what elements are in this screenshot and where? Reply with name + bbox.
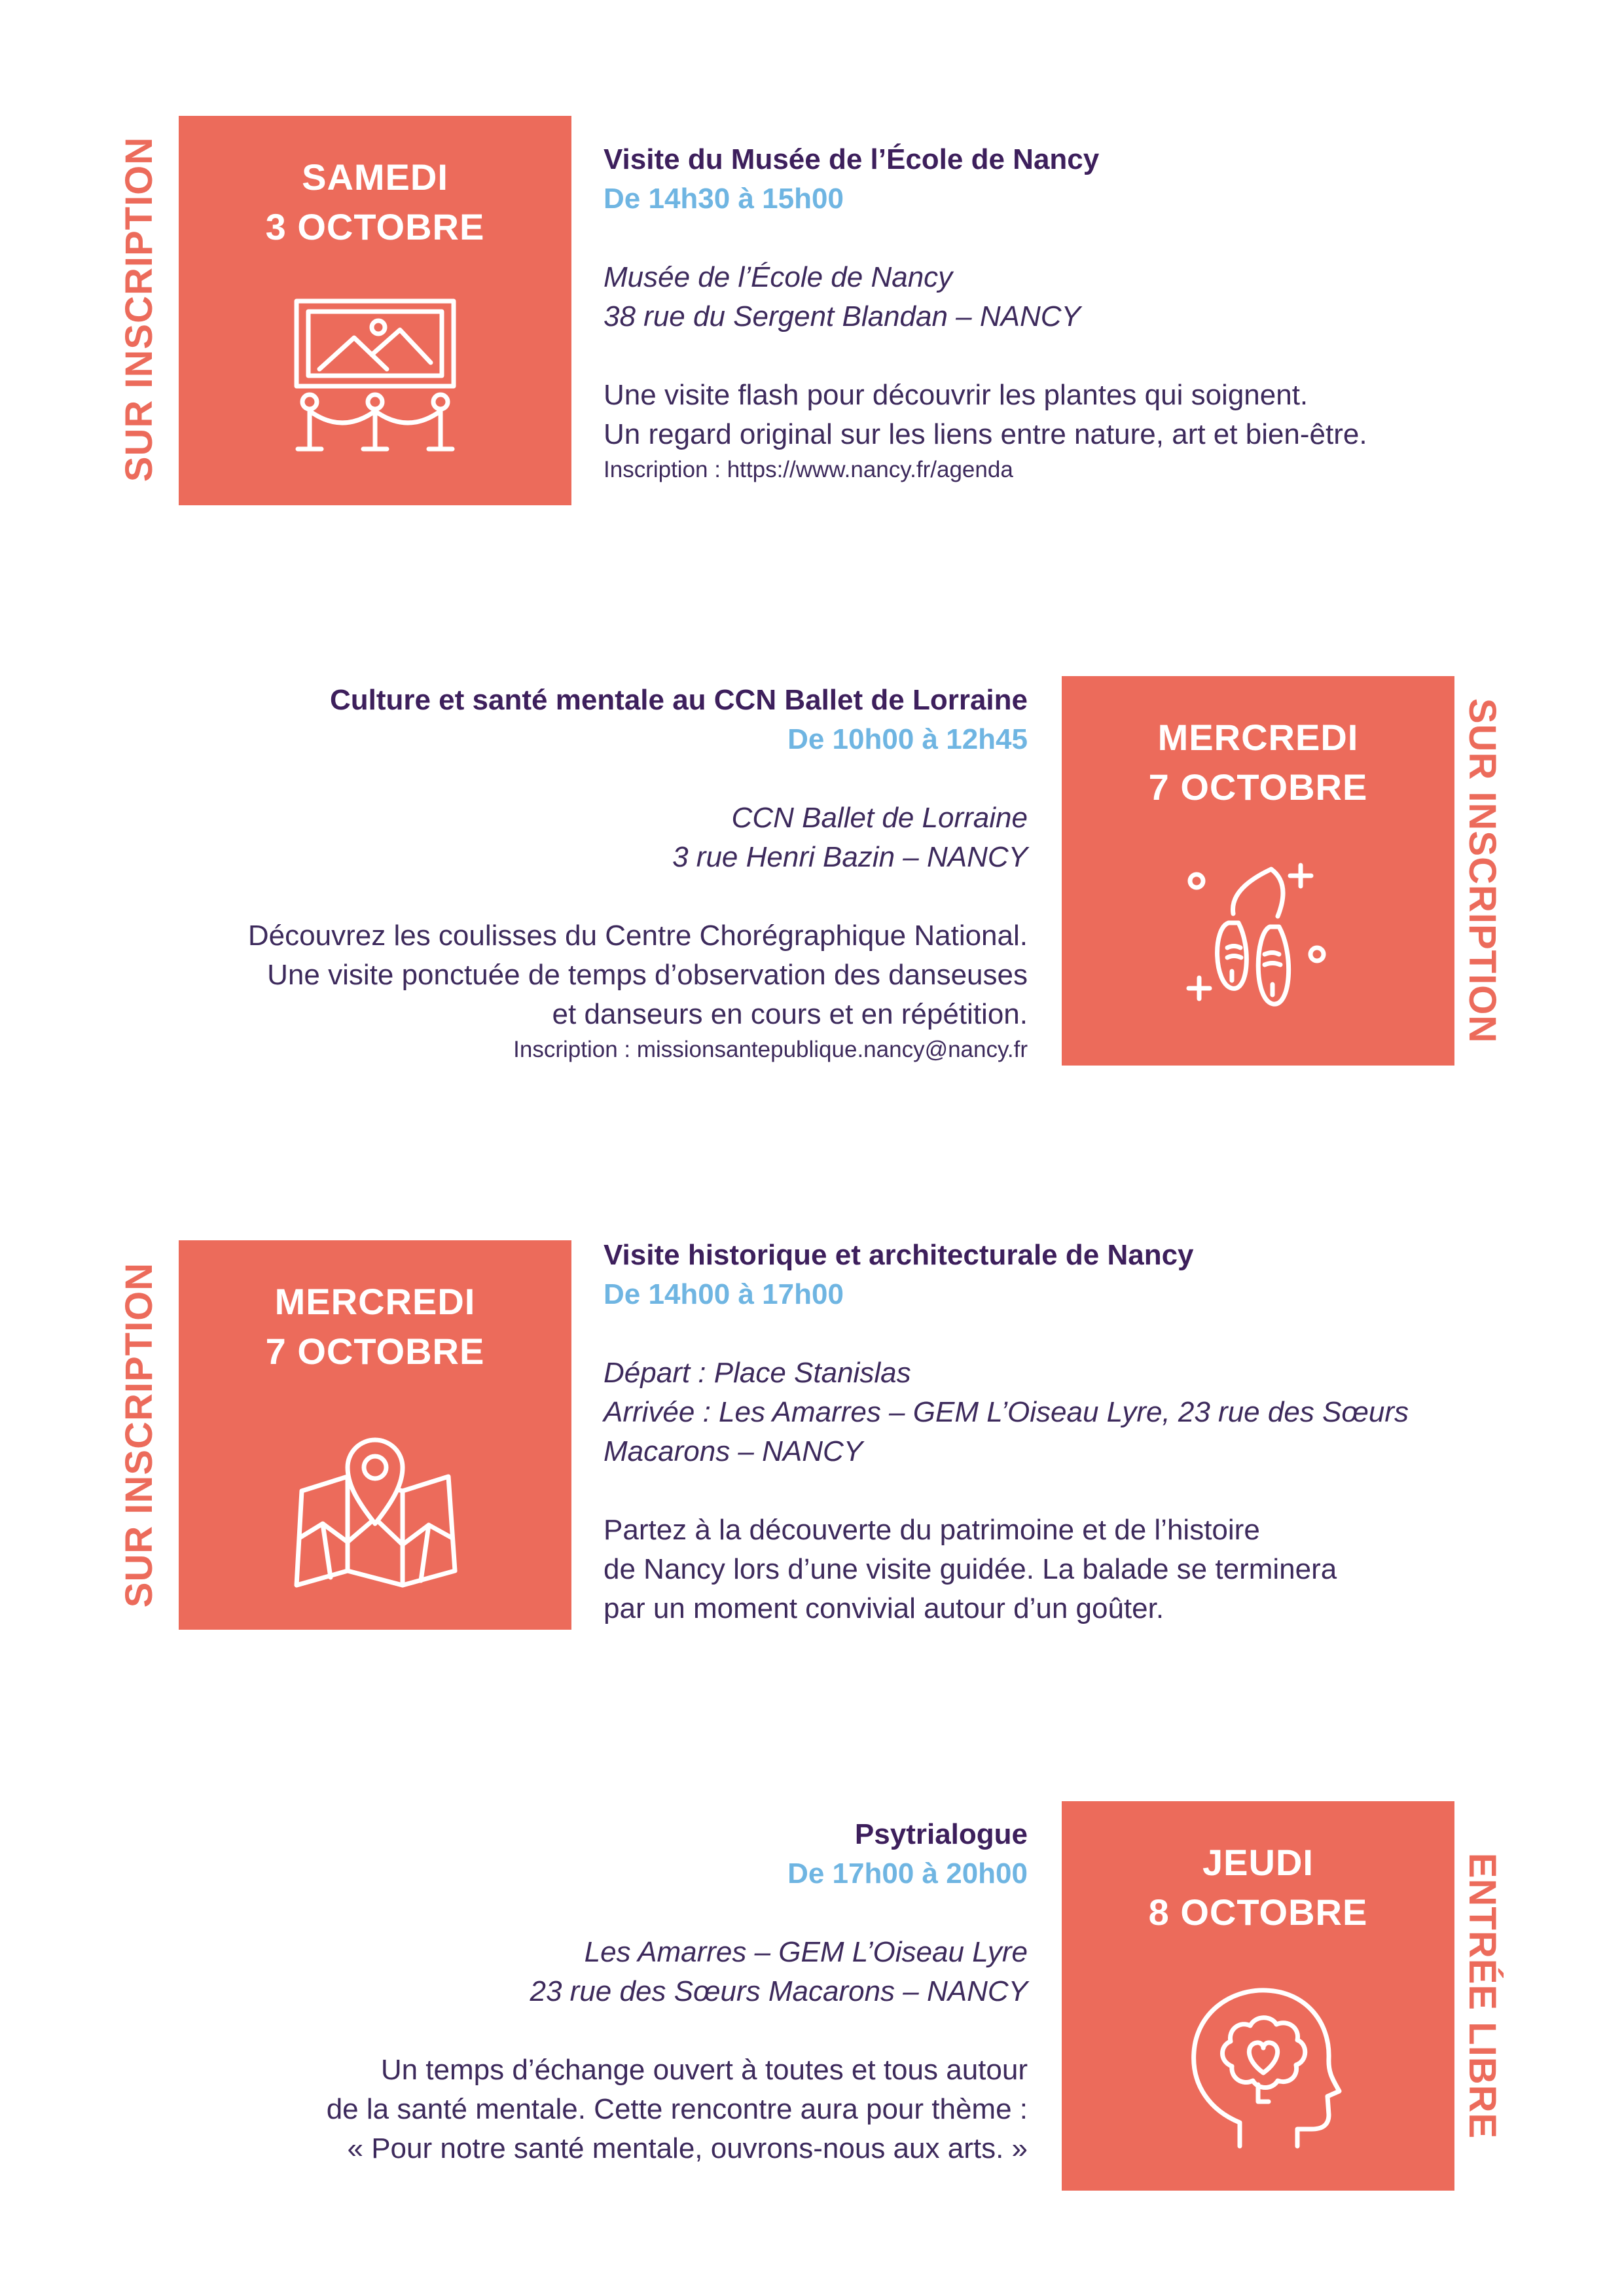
card-day: JEUDI [1202,1842,1314,1883]
event-details [604,1236,1559,1628]
brain-heart-head-icon [1166,1975,1350,2158]
event-title: Psytrialogue [854,1818,1028,1850]
card-day: MERCREDI [1157,717,1359,758]
event-title: Culture et santé mentale au CCN Ballet de Lorraine [329,684,1028,716]
event-time: De 10h00 à 12h45 [787,723,1028,755]
ballet-shoes-icon [1166,850,1350,1033]
event-details [604,140,1533,486]
museum-painting-icon [283,289,467,473]
event-place: Musée de l’École de Nancy 38 rue du Sergent Blandan – NANCY [604,261,1081,332]
registration-link[interactable]: Inscription : missionsantepublique.nancy@nancy.fr [513,1037,1028,1062]
event-time: De 14h30 à 15h00 [604,183,844,215]
event-description: Découvrez les coulisses du Centre Chorégraphique National. Une visite ponctuée de temps d’observation des danseuses et danseurs en cours et en répétition. [247,920,1028,1030]
event-description: Partez à la découverte du patrimoine et de l’histoire de Nancy lors d’une visite guidée. La balade se terminera par un moment convivial autour d’un goûter. [604,1514,1337,1624]
event-details [65,681,1028,1066]
event-time: De 14h00 à 17h00 [604,1278,844,1310]
date-card [179,116,571,505]
event-description: Un temps d’échange ouvert à toutes et tous autour de la santé mentale. Cette rencontre aura pour thème : « Pour notre santé mentale, ouvrons-nous aux arts. » [326,2054,1028,2164]
card-date: 3 OCTOBRE [265,206,485,247]
event-place: Départ : Place Stanislas Arrivée : Les Amarres – GEM L’Oiseau Lyre, 23 rue des Sœurs Macarons – NANCY [604,1357,1409,1467]
event-title: Visite historique et architecturale de Nancy [604,1239,1194,1271]
card-day: SAMEDI [302,156,448,198]
registration-tag: SUR INSCRIPTION [118,136,160,482]
event-place: CCN Ballet de Lorraine 3 rue Henri Bazin – NANCY [672,802,1028,873]
event-title: Visite du Musée de l’École de Nancy [604,143,1100,175]
card-date: 8 OCTOBRE [1148,1892,1368,1933]
registration-tag: SUR INSCRIPTION [1461,698,1504,1044]
date-card [179,1240,571,1630]
event-time: De 17h00 à 20h00 [787,1857,1028,1890]
date-card [1062,676,1454,1066]
card-date: 7 OCTOBRE [265,1331,485,1372]
event-description: Une visite flash pour découvrir les plantes qui soignent. Un regard original sur les liens entre nature, art et bien-être. [604,379,1367,450]
event-place: Les Amarres – GEM L’Oiseau Lyre 23 rue des Sœurs Macarons – NANCY [530,1936,1028,2007]
registration-tag: SUR INSCRIPTION [118,1262,160,1608]
event-details [65,1815,1028,2168]
card-day: MERCREDI [274,1281,476,1322]
registration-link[interactable]: Inscription : https://www.nancy.fr/agenda [604,457,1013,482]
map-pin-icon [283,1414,467,1597]
card-date: 7 OCTOBRE [1148,766,1368,808]
date-card [1062,1801,1454,2191]
entry-tag: ENTRÉE LIBRE [1461,1852,1504,2140]
